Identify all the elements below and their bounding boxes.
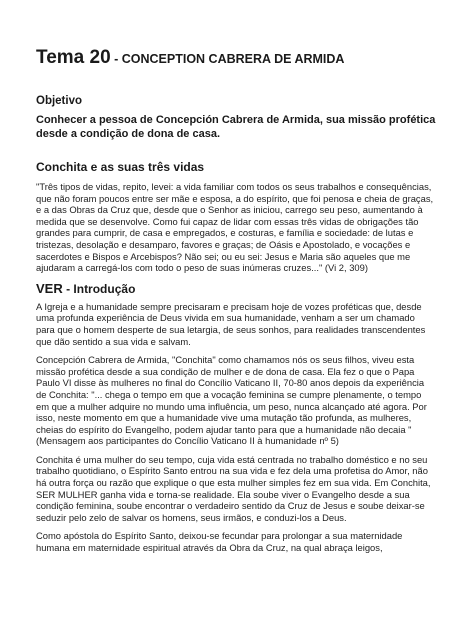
objetivo-text: Conhecer a pessoa de Concepción Cabrera de Armida, sua missão profética desde a condição de dona de casa.: [36, 114, 436, 140]
ver-paragraph: Concepción Cabrera de Armida, "Conchita" como chamamos nós os seus filhos, viveu esta missão profética desde a sua condição de mulher e de dona de casa. Ela fez o que o Papa Paulo VI disse às mulheres no final do Concílio Vaticano II, 70-80 anos depois da experiência de Conchita: "... chega o tempo em que a vocação feminina se cumpre plenamente, o tempo em que a mulher adquire no mundo uma influência, um peso, nunca alcançado até agora. Por isso, neste momento em que a humanidade vive uma mutação tão profunda, as mulheres, cheias do espírito do Evangelho, podem ajudar tanto para que a humanidade não decaia "(Mensagem aos participantes do Concílio Vaticano II à humanidade nº 5): [36, 354, 427, 447]
conchita-section-heading: Conchita e as suas três vidas: [36, 160, 205, 174]
ver-section-heading: [36, 281, 436, 297]
ver-heading-rest: - Introdução: [62, 281, 136, 296]
ver-heading-main: VER: [36, 280, 63, 296]
title-subtitle: - CONCEPTION CABRERA DE ARMIDA: [110, 52, 345, 66]
title-number: Tema 20: [36, 47, 111, 68]
conchita-quote: "Três tipos de vidas, repito, levei: a vida familiar com todos os seus trabalhos e consequências, que não foram poucos entre ser mãe e esposa, a do espírito, que foi penosa e cheia de graças, e a das Obras da Cruz que, desde que o Senhor as iniciou, carrego seu peso, aumentando à medida que se desenvolve. Como fui capaz de lidar com essas três vidas de obrigações tão grandes para cumprir, de casa e empregados, e costuras, e família e sociedade: de lutas e tristezas, desolação e desamparo, favores e graças; de Oásis e Apostolado, e vocações e sacerdotes e Bispos e Arcebispos? Não sei; ou eu sei: Jesus e Maria são aqueles que me ajudaram a carregá-los com todo o peso de suas inúmeras cruzes..." (Vi 2, 309): [36, 181, 434, 274]
page-title: [36, 40, 436, 71]
ver-paragraph: A Igreja e a humanidade sempre precisaram e precisam hoje de vozes proféticas que, desde uma profunda experiência de Deus vivida em sua humanidade, venham a ser um chamado para que o homem desperte de sua letargia, de seus sonhos, para realidades transcendentes que dão sentido a sua vida e salvam.: [36, 300, 426, 347]
ver-paragraph: Conchita é uma mulher do seu tempo, cuja vida está centrada no trabalho doméstico e no seu trabalho quotidiano, o Espírito Santo entrou na sua vida e fez dela uma profetisa do Amor, não há outra força ou razão que explique o que esta mulher simples fez em sua vida. Em Conchita, SER MULHER ganha vida e torna-se realidade. Ela soube viver o Evangelho desde a sua condição feminina, soube encontrar o verdadeiro sentido da Cruz de Jesus e soube deixar-se seduzir pelo zelo de salvar os homens, seus irmãos, e conduzi-los a Deus.: [36, 453, 431, 523]
ver-paragraph: Como apóstola do Espírito Santo, deixou-se fecundar para prolongar a sua maternidade humana em maternidade espiritual através da Obra da Cruz, na qual abraça leigos,: [36, 530, 403, 554]
objetivo-heading: Objetivo: [36, 95, 83, 107]
